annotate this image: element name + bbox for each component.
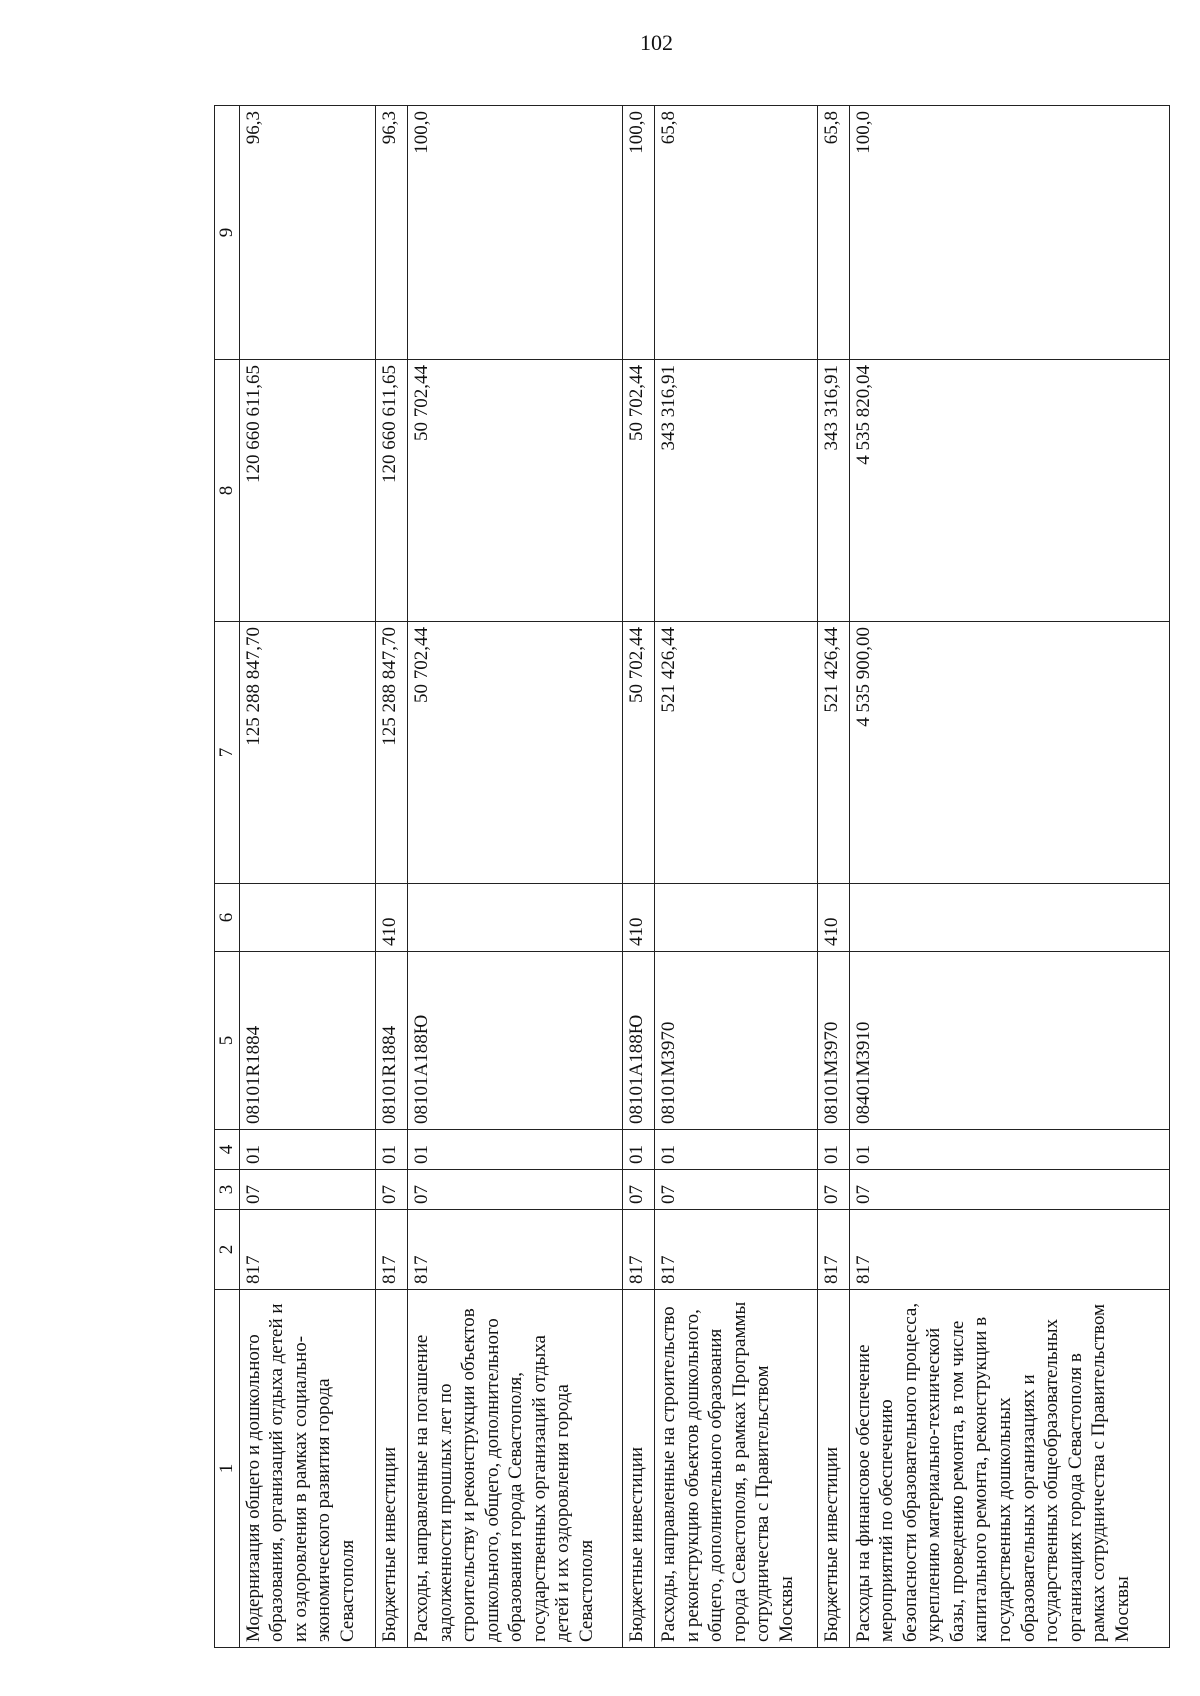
cell-percent: 100,0 — [407, 106, 622, 360]
cell-csr: 08101А188Ю — [407, 952, 622, 1130]
column-header: 1 — [215, 1290, 240, 1648]
cell-percent: 96,3 — [239, 106, 376, 360]
cell-rz: 07 — [655, 1170, 818, 1210]
cell-pr: 01 — [376, 1130, 408, 1170]
cell-csr: 08101А188Ю — [623, 952, 655, 1130]
table-row — [849, 106, 1169, 1648]
cell-gr: 817 — [376, 1210, 408, 1290]
cell-plan: 4 535 900,00 — [849, 622, 1169, 884]
rotated-table-container — [214, 106, 1170, 1648]
cell-fact: 120 660 611,65 — [376, 360, 408, 622]
row-name: Бюджетные инвестиции — [817, 1290, 849, 1648]
cell-gr: 817 — [849, 1210, 1169, 1290]
column-header: 2 — [215, 1210, 240, 1290]
column-header: 3 — [215, 1170, 240, 1210]
column-header: 6 — [215, 884, 240, 952]
cell-percent: 65,8 — [655, 106, 818, 360]
cell-csr: 08101R1884 — [376, 952, 408, 1130]
cell-percent: 65,8 — [817, 106, 849, 360]
cell-vr — [407, 884, 622, 952]
page-number: 102 — [640, 30, 673, 55]
cell-plan: 125 288 847,70 — [376, 622, 408, 884]
row-name: Расходы, направленные на погашение задолженности прошлых лет по строительству и реконструкции объектов дошкольного, общего, дополнительного образования города Севастополя, государственных организаций отдыха детей и их оздоровления города Севастополя — [407, 1290, 622, 1648]
cell-percent: 100,0 — [623, 106, 655, 360]
table-row — [376, 106, 408, 1648]
cell-fact: 120 660 611,65 — [239, 360, 376, 622]
cell-rz: 07 — [849, 1170, 1169, 1210]
cell-plan: 521 426,44 — [817, 622, 849, 884]
cell-pr: 01 — [407, 1130, 622, 1170]
cell-gr: 817 — [239, 1210, 376, 1290]
cell-gr: 817 — [623, 1210, 655, 1290]
cell-csr: 08101М3970 — [655, 952, 818, 1130]
table-row — [239, 106, 376, 1648]
column-header: 9 — [215, 106, 240, 360]
cell-plan: 50 702,44 — [407, 622, 622, 884]
table-row — [407, 106, 622, 1648]
cell-csr: 08401М3910 — [849, 952, 1169, 1130]
column-header: 8 — [215, 360, 240, 622]
cell-gr: 817 — [407, 1210, 622, 1290]
cell-fact: 343 316,91 — [817, 360, 849, 622]
cell-vr — [655, 884, 818, 952]
cell-rz: 07 — [376, 1170, 408, 1210]
cell-percent: 100,0 — [849, 106, 1169, 360]
cell-pr: 01 — [655, 1130, 818, 1170]
column-header: 7 — [215, 622, 240, 884]
cell-gr: 817 — [817, 1210, 849, 1290]
cell-rz: 07 — [407, 1170, 622, 1210]
cell-csr: 08101М3970 — [817, 952, 849, 1130]
cell-gr: 817 — [655, 1210, 818, 1290]
cell-pr: 01 — [817, 1130, 849, 1170]
cell-percent: 96,3 — [376, 106, 408, 360]
cell-rz: 07 — [623, 1170, 655, 1210]
table-row — [623, 106, 655, 1648]
row-name: Бюджетные инвестиции — [623, 1290, 655, 1648]
cell-fact: 343 316,91 — [655, 360, 818, 622]
cell-vr: 410 — [623, 884, 655, 952]
cell-pr: 01 — [623, 1130, 655, 1170]
cell-fact: 4 535 820,04 — [849, 360, 1169, 622]
budget-table — [214, 105, 1170, 1648]
table-row — [655, 106, 818, 1648]
row-name: Бюджетные инвестиции — [376, 1290, 408, 1648]
cell-plan: 125 288 847,70 — [239, 622, 376, 884]
cell-vr — [849, 884, 1169, 952]
row-name: Расходы на финансовое обеспечение мероприятий по обеспечению безопасности образовательного процесса, укреплению материально-технической базы, проведению ремонта, в том числе капитального ремонта, реконструкции в государственных дошкольных образовательных организациях и государственных общеобразовательных организациях города Севастополя в рамках сотрудничества с Правительством Москвы — [849, 1290, 1169, 1648]
cell-plan: 50 702,44 — [623, 622, 655, 884]
cell-fact: 50 702,44 — [623, 360, 655, 622]
cell-rz: 07 — [817, 1170, 849, 1210]
row-name: Расходы, направленные на строительство и реконструкцию объектов дошкольного, общего, дополнительного образования города Севастополя, в рамках Программы сотрудничества с Правительством Москвы — [655, 1290, 818, 1648]
table-row — [817, 106, 849, 1648]
row-name: Модернизация общего и дошкольного образования, организаций отдыха детей и их оздоровления в рамках социально-экономического развития города Севастополя — [239, 1290, 376, 1648]
column-header: 5 — [215, 952, 240, 1130]
cell-rz: 07 — [239, 1170, 376, 1210]
cell-plan: 521 426,44 — [655, 622, 818, 884]
cell-pr: 01 — [849, 1130, 1169, 1170]
header-row — [215, 106, 240, 1648]
cell-fact: 50 702,44 — [407, 360, 622, 622]
column-header: 4 — [215, 1130, 240, 1170]
cell-vr: 410 — [817, 884, 849, 952]
cell-vr — [239, 884, 376, 952]
cell-pr: 01 — [239, 1130, 376, 1170]
cell-vr: 410 — [376, 884, 408, 952]
cell-csr: 08101R1884 — [239, 952, 376, 1130]
